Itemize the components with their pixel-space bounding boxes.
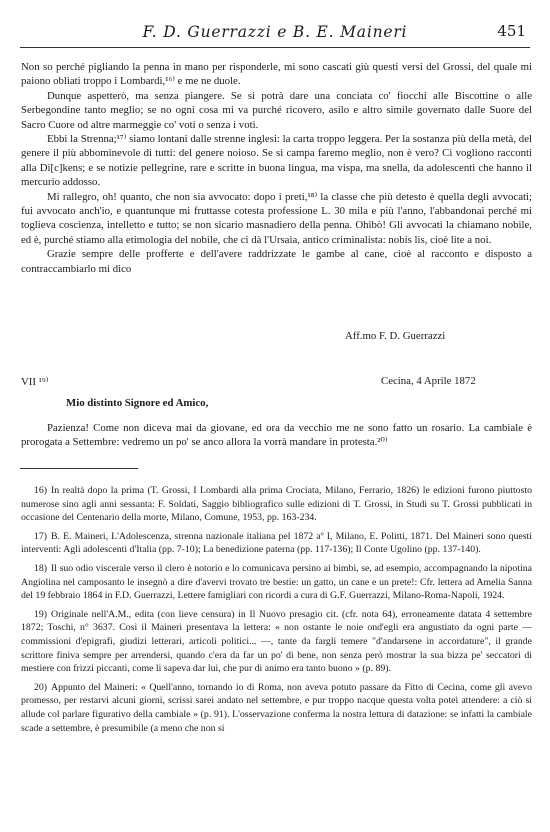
footnote-separator (20, 468, 138, 469)
footnotes (21, 484, 532, 740)
page-number: 451 (497, 22, 526, 40)
letter-2-salutation: Mio distinto Signore ed Amico, (66, 397, 209, 409)
header-rule (20, 47, 530, 48)
letter-2-number: VII ¹⁹⁾ (21, 376, 49, 388)
letter-1-paragraph-4: Mi rallegro, oh! quanto, che non sia avvocato: dopo i preti,¹⁸⁾ la classe che più detesto è quella degli avvocati; fui avvocato anch'io, e quantunque mi fruttasse cotesta professione L. 30 mila e più l'anno, l'abbandonai perché mi toglieva coscienza, intelletto e tutto; se non sicario masnadiero della penna. Ohibò! Gli avvocati la chiamano nobile, ed è, purché stiamo alla etimologia del nobile, che ci dà l'Ursaia, antico criminalista: nobis lis, cioè lite a noi. (21, 190, 532, 246)
footnote-number: 16) (33, 485, 47, 496)
running-title: F. D. Guerrazzi e B. E. Maineri (142, 23, 408, 41)
letter-1-paragraph-3: Ebbi la Strenna;¹⁷⁾ siamo lontani dalle strenne inglesi: la carta troppo leggera. Per la sostanza più della metà, del genere il più abbominevole di tutti: del genere noioso. Se si campa faremo meglio, non è vero? Ci vogliono racconti alla Di[c]kens; e se notizie pellegrine, rare e scritte in buona lingua, ma vispa, ma snella, da adolescenti che hanno il mercurio addosso. (21, 133, 532, 189)
footnote-number: 18) (33, 562, 47, 574)
footnote-17 (21, 530, 532, 557)
footnote-text: Appunto del Maineri: « Quell'anno, tornando io di Roma, non aveva potuto passare da Fitto di Cecina, come gli avevo promesso, per restarvi alcuni giorni, scrissi sarei andato nel settembre, e pur troppo nacque questa volta potei attendere: a ciò si allude col parlare figurativo della cambiale » (p. 91). L'osservazione conferma la nostra lettura di datazione: se infatti la cambiale scade a settembre, è presumibile (a meno che non si (21, 681, 532, 734)
footnote-text: Originale nell'A.M., edita (con lieve censura) in Il Nuovo presagio cit. (cfr. nota 64), erroneamente datata 4 settembre 1872; Toschi, n° 3637. Così il Maineri presentava la lettera: « non ostante le noie ond'egli era angustiato da ogni parte — commissioni d'epigrafi, giudizi letterari, articoli politici... —, tante da fargli temere "d'andarsene in accordature", il grande scrittore finiva sempre per arrendersi, quando c'era da far un po' di bene, non senza però mostrar la sua bizza pe' seccatori di mestiere con frizzi piccanti, come li sapeva dar lui, che pur di animo era tanto buono » (p. 89). (21, 608, 532, 675)
letter-1-paragraph-1: Non so perché pigliando la penna in mano per risponderle, mi sono cascati giù questi versi del Grossi, del quale mi paiono obliati troppo i Lombardi,¹⁶⁾ e me ne duole. (21, 61, 532, 88)
footnote-19 (21, 608, 532, 676)
letter-1-body (21, 60, 532, 276)
footnote-number: 17) (33, 530, 47, 542)
footnote-text: B. E. Maineri, L'Adolescenza, strenna nazionale italiana pel 1872 aº I, Milano, E. Politti, 1871. Del Maineri sono questi interventi: Agli adolescenti d'Italia (pp. 7-10); La benedizione paterna (pp. 117-136); Il Conte Ugolino (pp. 137-140). (21, 530, 532, 556)
footnote-16 (21, 484, 532, 525)
letter-2-place-date: Cecina, 4 Aprile 1872 (381, 375, 476, 387)
footnote-18 (21, 562, 532, 603)
letter-1-paragraph-2: Dunque aspetterò, ma senza piangere. Se si potrà dare una conciata co' fiocchi alle Biscottine o alle Serbegondine tanto meglio; se no ogni cosa mi va purché ricovero, asilo e altro simile governato dalle Suore del Sacro Cuore od altre marmeggie co' voti o senza i voti. (21, 89, 532, 131)
letter-2-body (21, 421, 532, 450)
footnote-text: Il suo odio viscerale verso il clero è notorio e lo comunicava persino ai bimbi, se, ad esempio, accompagnando la nipotina Angiolina nel camposanto le insegnò a dire d'avervi trovato tre bestie: un gatto, un cane e un prete!: Cfr. lettera ad Amelia Sanna del 19 febbraio 1864 in F.D. Guerrazzi, Lettere famigliari con ricordi a cura di G.F. Guerrazzi, Milano-Roma-Napoli, 1924. (21, 562, 532, 602)
footnote-number: 20) (33, 681, 47, 693)
running-header (20, 22, 530, 44)
footnote-20 (21, 681, 532, 735)
letter-1-paragraph-5: Grazie sempre delle profferte e dell'avere raddrizzate le gambe al cane, cioè al racconto e disposto a contraccambiarlo mi dico (21, 248, 532, 275)
footnote-text: In realtà dopo la prima (T. Grossi, I Lombardi alla prima Crociata, Milano, Ferrario, 1826) le edizioni furono piuttosto numerose sino agli anni sessanta: F. Soldati, Saggio bibliografico sulle edizioni di T. Grossi, in Studi su T. Grossi pubblicati in occasione del Centenario della morte, Milano, Comune, 1953, pp. 163-234. (21, 485, 532, 524)
footnote-number: 19) (33, 608, 47, 620)
letter-1-signature: Aff.mo F. D. Guerrazzi (345, 330, 446, 342)
letter-2-paragraph-1: Pazienza! Come non diceva mai da giovane, ed ora da vecchio me ne sono fatto un rosario. La cambiale è prorogata a Settembre: vedremo un po' se anco allora la vorrà mandare in protesta.²⁰⁾ (21, 422, 532, 449)
